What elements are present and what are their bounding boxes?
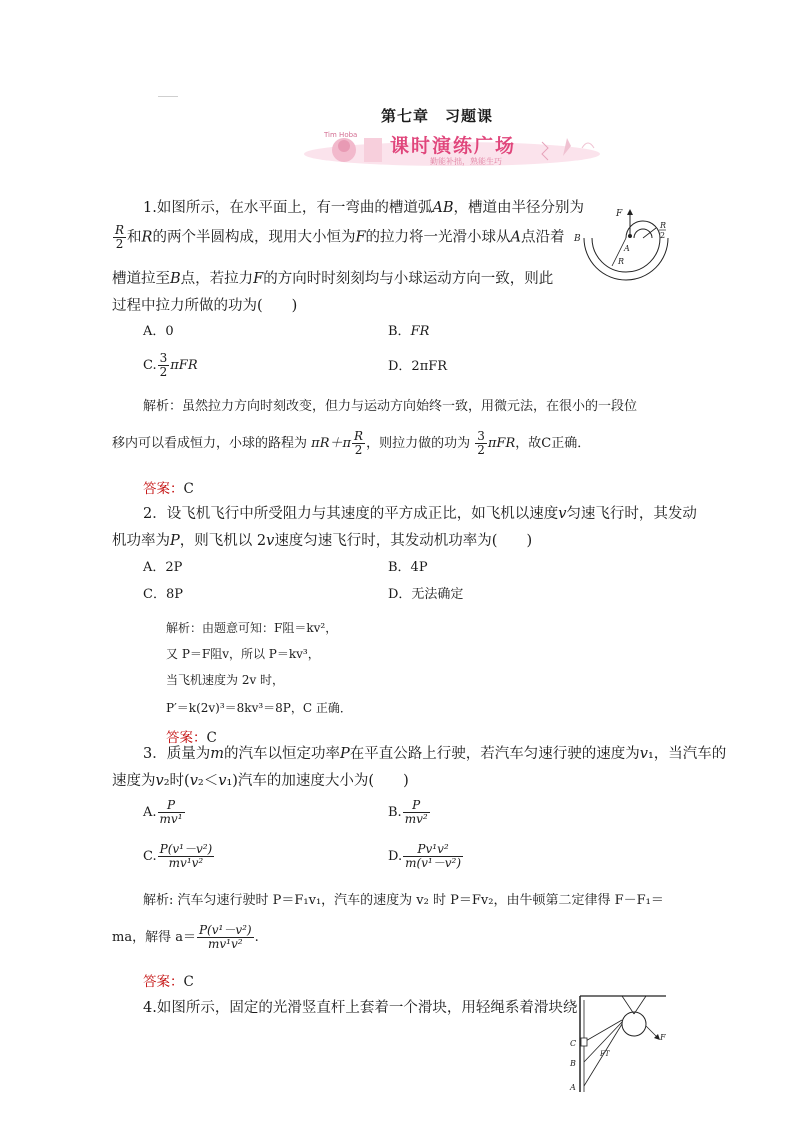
fig2-label-FT: FT bbox=[600, 1050, 610, 1058]
q3-line-1: 3．质量为m的汽车以恒定功率P在平直公路上行驶，若汽车匀速行驶的速度为v₁，当汽车的 bbox=[143, 746, 727, 762]
chapter-title: 第七章 习题课 bbox=[381, 107, 494, 125]
fig2-label-C: C bbox=[570, 1039, 577, 1048]
q1-line-4: 过程中拉力所做的功为( ) bbox=[112, 298, 298, 314]
fig1-label-A: A bbox=[624, 244, 630, 253]
q3-option-c: C. $\frac{\text{P(v¹－v²)}}{\text{mv¹v²}}$ bbox=[143, 842, 213, 870]
q2-option-c: C．8P bbox=[143, 587, 183, 602]
q1-line-2: $\frac{R}{2}$ 和R的两个半圆构成，现用大小恒为F的拉力将一光滑小球从A点沿着 bbox=[115, 223, 565, 251]
banner-title: 课时演练广场 bbox=[390, 135, 517, 157]
q2-answer: 答案：C bbox=[166, 730, 217, 746]
q2-option-d: D．无法确定 bbox=[388, 587, 464, 602]
q1-option-b: B．FR bbox=[388, 324, 430, 339]
fig2-label-B: B bbox=[570, 1059, 576, 1068]
q3-option-b: B. $\frac{P}{\text{mv²}}$ bbox=[388, 798, 428, 826]
q2-analysis-1: 解析：由题意可知：F阻＝kv²， bbox=[166, 621, 338, 635]
q1-option-d: D．2πFR bbox=[388, 359, 448, 374]
q1-option-a: A．0 bbox=[143, 324, 174, 339]
q1-analysis-line-2: 移内可以看成恒力，小球的路程为 πR＋π $\frac{R}{2}$ ，则拉力做的功为 $\frac{3}{2}$ πFR，故C正确． bbox=[112, 429, 591, 457]
q3-answer: 答案：C bbox=[143, 974, 194, 990]
q2-option-a: A．2P bbox=[143, 560, 183, 575]
q1-line-3: 槽道拉至B点，若拉力F的方向时时刻刻均与小球运动方向一致，则此 bbox=[112, 271, 554, 287]
q2-analysis-4: P′＝k(2v)³＝8kv³＝8P，C 正确． bbox=[166, 701, 352, 715]
q1-answer: 答案：C bbox=[143, 481, 194, 497]
q2-analysis-3: 当飞机速度为 2v 时， bbox=[166, 673, 285, 687]
q3-analysis-1: 解析: 汽车匀速行驶时 P＝F₁v₁，汽车的速度为 v₂ 时 P＝Fv₂，由牛顿第二定律得 F－F₁＝ bbox=[143, 893, 664, 908]
fig1-label-F: F bbox=[616, 209, 623, 219]
q2-analysis-2: 又 P＝F阻v，所以 P＝kv³， bbox=[166, 647, 320, 661]
figure-4-pulley bbox=[562, 992, 672, 1094]
q3-option-a: A. $\frac{P}{\text{mv¹}}$ bbox=[143, 798, 183, 826]
q2-line-2: 机功率为P，则飞机以 2v速度匀速飞行时，其发动机功率为( ) bbox=[112, 533, 533, 549]
fraction-r-half: $\frac{R}{2}$ bbox=[115, 223, 125, 251]
figure-1-groove bbox=[572, 206, 672, 302]
fig2-label-F: F bbox=[660, 1033, 666, 1042]
banner bbox=[302, 128, 602, 170]
q2-option-b: B．4P bbox=[388, 560, 428, 575]
svg-text:Tim Hoba: Tim Hoba bbox=[324, 131, 358, 139]
q3-analysis-2: ma，解得 a＝ $\frac{\text{P(v¹－v²)}}{\text{mv¹v²}}$ . bbox=[112, 923, 259, 951]
fig1-label-r-den: 2 bbox=[660, 231, 666, 240]
q1-analysis-line-1: 解析：虽然拉力方向时刻改变，但力与运动方向始终一致，用微元法，在很小的一段位 bbox=[143, 399, 638, 414]
q4-line-1: 4.如图所示，固定的光滑竖直杆上套着一个滑块，用轻绳系着滑块绕 bbox=[143, 1000, 578, 1016]
q1-line-1: 1.如图所示，在水平面上，有一弯曲的槽道弧AB，槽道由半径分别为 bbox=[143, 200, 584, 216]
banner-subtitle: 勤能补拙，熟能生巧 bbox=[430, 157, 502, 166]
q3-line-2: 速度为v₂时(v₂＜v₁)汽车的加速度大小为( ) bbox=[112, 773, 409, 789]
q1-option-c: C. $\frac{3}{2}$ πFR bbox=[143, 351, 198, 379]
q3-option-d: D. $\frac{\text{Pv¹v²}}{\text{m(v¹－v²)}}$ bbox=[388, 842, 462, 870]
fig1-label-r-num: R bbox=[660, 221, 667, 230]
q2-line-1: 2．设飞机飞行中所受阻力与其速度的平方成正比，如飞机以速度v匀速飞行时，其发动 bbox=[143, 506, 697, 522]
fig2-label-A: A bbox=[570, 1083, 576, 1092]
fig1-label-R: R bbox=[618, 257, 625, 266]
fig1-label-B: B bbox=[574, 234, 581, 244]
scan-mark bbox=[158, 96, 178, 97]
